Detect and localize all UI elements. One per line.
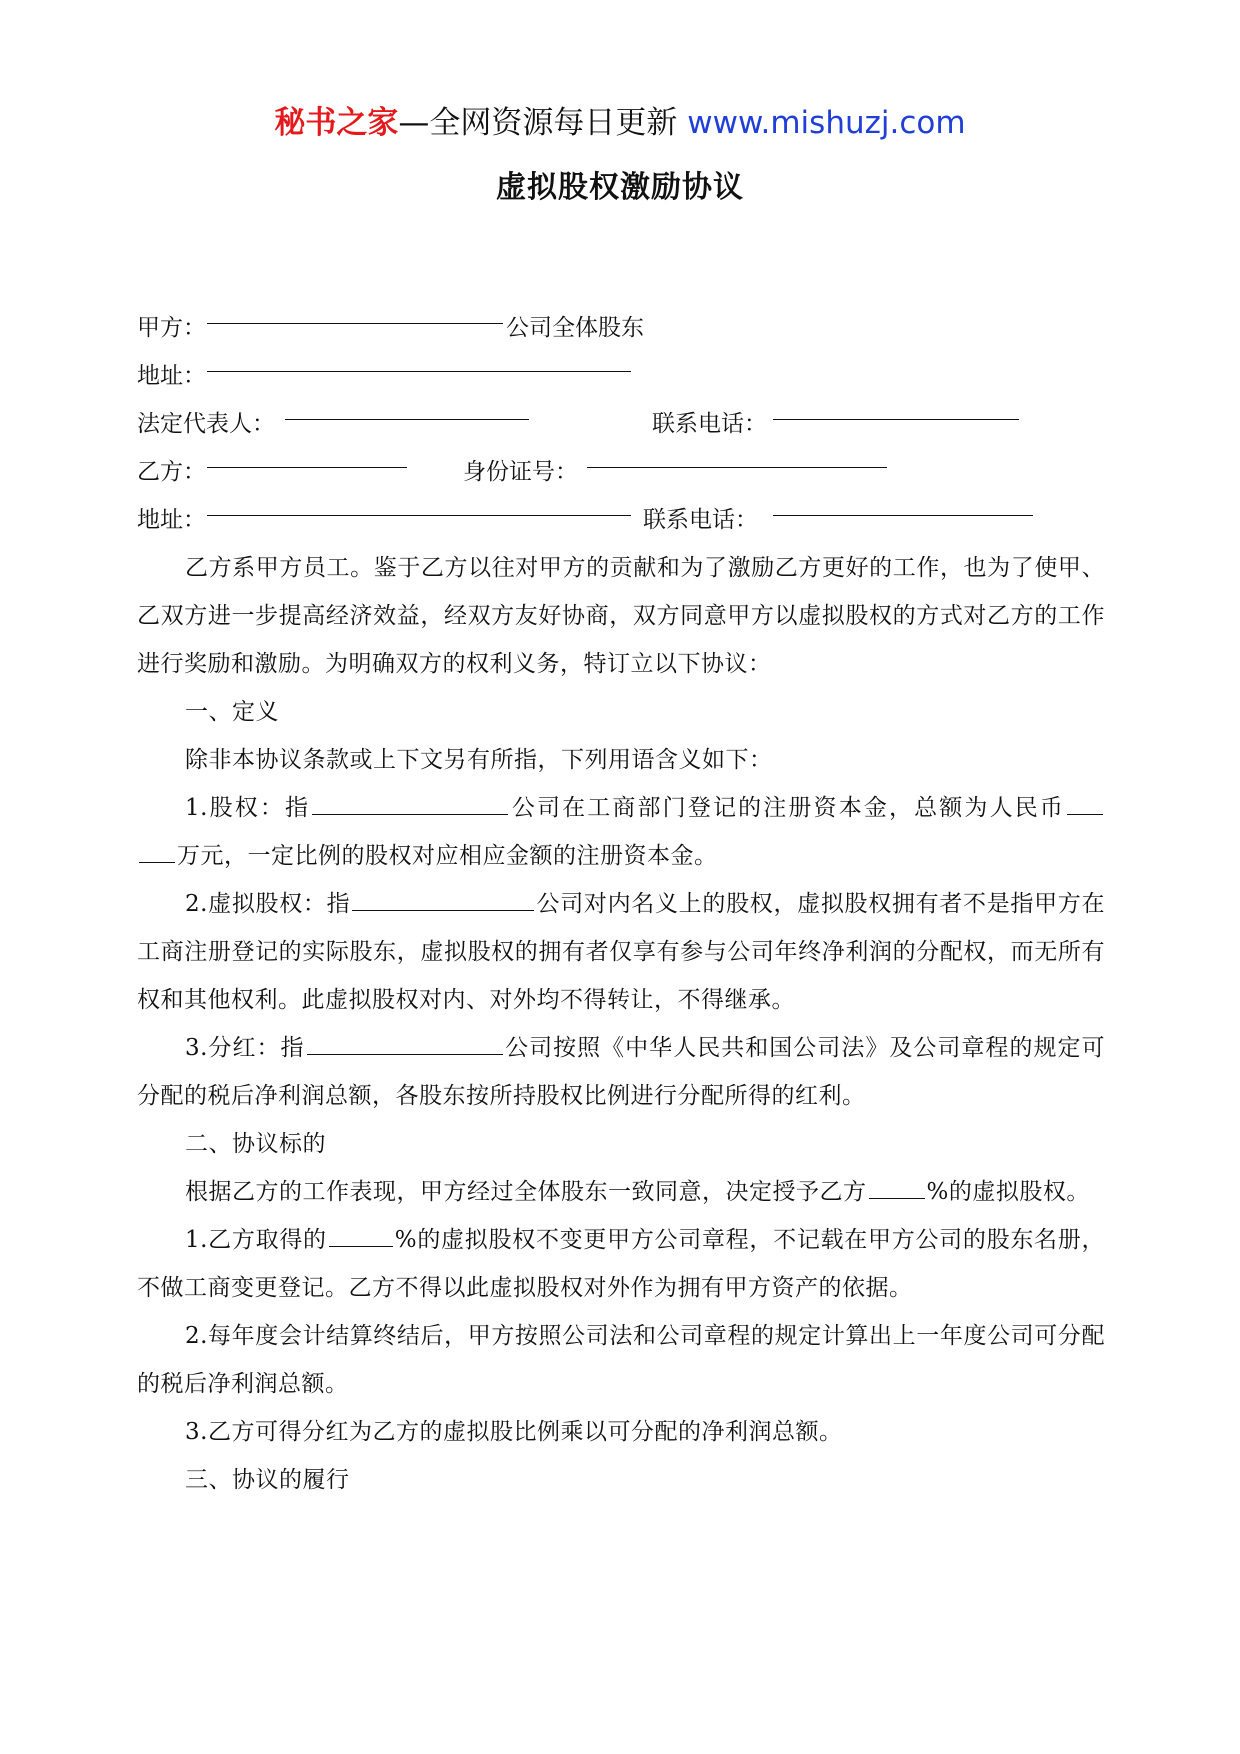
legal-rep-label: 法定代表人： xyxy=(137,411,275,437)
legal-rep-row xyxy=(137,400,1105,448)
definition-1-amount-blank-a[interactable] xyxy=(1067,790,1103,815)
phone-label: 联系电话： xyxy=(652,411,767,437)
definition-2-text-b: 公司对内名义上的股权，虚拟股权拥有者不是指甲方在工商注册登记的实际股东，虚拟股权的拥有者仅享有参与公司年终净利润的分配权，而无所有权和其他权利。此虚拟股权对内、对外均不得转让，不得继承。 xyxy=(137,891,1105,1013)
legal-rep-blank[interactable] xyxy=(285,400,529,420)
definition-1-text-b: 公司在工商部门登记的注册资本金，总额为人民币 xyxy=(510,795,1065,821)
id-number-blank[interactable] xyxy=(587,448,887,468)
section-2-lead-text-b: %的虚拟股权。 xyxy=(926,1179,1090,1205)
share-percent-blank[interactable] xyxy=(869,1174,925,1199)
party-b-label: 乙方： xyxy=(137,459,206,485)
section-3-heading: 三、协议的履行 xyxy=(185,1467,350,1493)
definition-3-company-blank[interactable] xyxy=(307,1030,503,1055)
section-1-lead: 除非本协议条款或上下文另有所指，下列用语含义如下： xyxy=(185,747,773,773)
definition-1-amount-blank-b[interactable] xyxy=(139,838,175,863)
address-label: 地址： xyxy=(137,363,206,389)
definition-1 xyxy=(137,784,1105,880)
share-percent-blank-2[interactable] xyxy=(329,1222,393,1247)
section-2-item-1-text-b: %的虚拟股权不变更甲方公司章程，不记载在甲方公司的股东名册，不做工商变更登记。乙方不得以此虚拟股权对外作为拥有甲方资产的依据。 xyxy=(137,1227,1105,1301)
brand-name: 秘书之家 xyxy=(274,105,399,141)
definition-2-text-a: 2.虚拟股权：指 xyxy=(185,891,351,917)
section-2-item-2: 2.每年度会计结算终结后，甲方按照公司法和公司章程的规定计算出上一年度公司可分配的税后净利润总额。 xyxy=(137,1323,1105,1397)
section-2-item-1-text-a: 1.乙方取得的 xyxy=(185,1227,327,1253)
party-a-suffix: 公司全体股东 xyxy=(506,315,644,341)
party-a-blank[interactable] xyxy=(207,304,503,324)
document-title: 虚拟股权激励协议 xyxy=(496,170,744,205)
section-2-item-1 xyxy=(137,1216,1105,1312)
document-body xyxy=(137,304,1105,1504)
definition-3 xyxy=(137,1024,1105,1120)
address2-row xyxy=(137,496,1105,544)
intro-paragraph: 乙方系甲方员工。鉴于乙方以往对甲方的贡献和为了激励乙方更好的工作，也为了使甲、乙双方进一步提高经济效益，经双方友好协商，双方同意甲方以虚拟股权的方式对乙方的工作进行奖励和激励。为明确双方的权利义务，特订立以下协议： xyxy=(137,555,1105,677)
party-a-row xyxy=(137,304,1105,352)
definition-1-company-blank[interactable] xyxy=(312,790,508,815)
definition-1-text-c: 万元，一定比例的股权对应相应金额的注册资本金。 xyxy=(177,843,718,869)
definition-2 xyxy=(137,880,1105,1024)
address-blank[interactable] xyxy=(207,352,631,372)
definition-3-text-b: 公司按照《中华人民共和国公司法》及公司章程的规定可分配的税后净利润总额，各股东按所持股权比例进行分配所得的红利。 xyxy=(137,1035,1106,1109)
party-b-blank[interactable] xyxy=(207,448,407,468)
address2-label: 地址： xyxy=(137,507,206,533)
section-1-heading: 一、定义 xyxy=(185,699,279,725)
site-banner xyxy=(0,100,1240,146)
site-url-link[interactable]: www.mishuzj.com xyxy=(687,105,966,141)
definition-3-text-a: 3.分红：指 xyxy=(185,1035,305,1061)
phone-blank[interactable] xyxy=(773,400,1019,420)
phone2-blank[interactable] xyxy=(773,496,1033,516)
banner-tagline: —全网资源每日更新 xyxy=(398,105,688,141)
section-2-lead-text-a: 根据乙方的工作表现，甲方经过全体股东一致同意，决定授予乙方 xyxy=(185,1179,867,1205)
section-2-heading: 二、协议标的 xyxy=(185,1131,326,1157)
section-2-lead xyxy=(137,1168,1105,1216)
definition-2-company-blank[interactable] xyxy=(352,886,534,911)
address2-blank[interactable] xyxy=(207,496,631,516)
id-number-label: 身份证号： xyxy=(463,459,578,485)
party-a-label: 甲方： xyxy=(137,315,206,341)
party-b-row xyxy=(137,448,1105,496)
definition-1-text-a: 1.股权：指 xyxy=(185,795,311,821)
section-2-item-3: 3.乙方可得分红为乙方的虚拟股比例乘以可分配的净利润总额。 xyxy=(185,1419,843,1445)
address-row xyxy=(137,352,1105,400)
phone2-label: 联系电话： xyxy=(643,507,758,533)
